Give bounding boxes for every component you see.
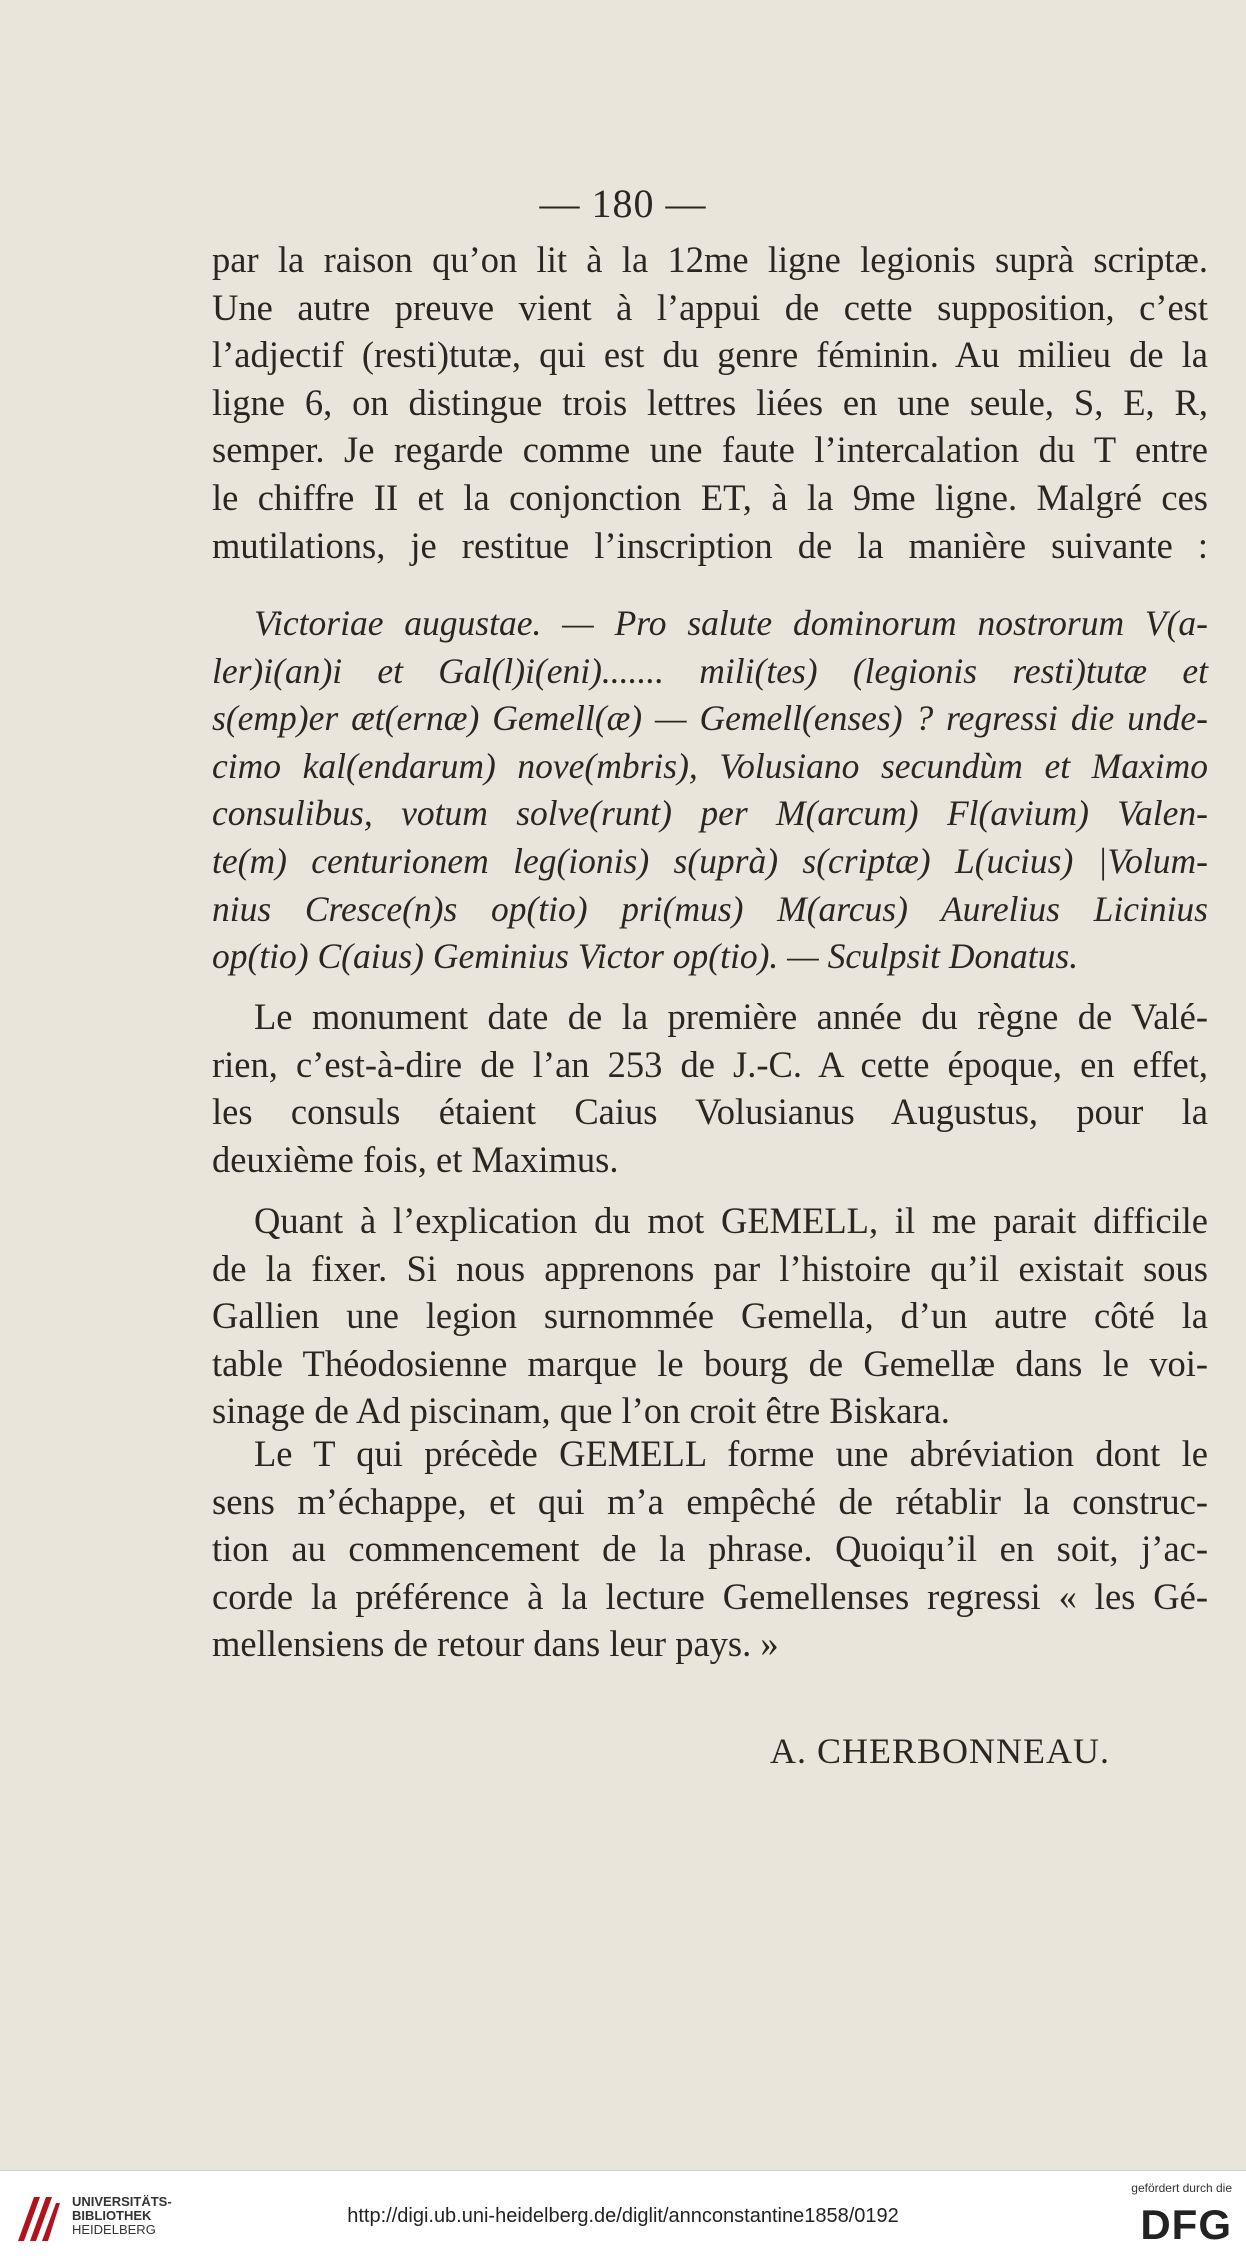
inscription-line: te(m) centurionem leg(ionis) s(uprà) s(criptæ) L(ucius) |Volum- — [212, 840, 1208, 881]
text-line: par la raison qu’on lit à la 12me ligne legionis suprà scriptæ. — [212, 239, 1208, 280]
paragraph-abbreviation — [212, 1430, 1208, 1668]
author-signature: A. CHERBONNEAU. — [770, 1731, 1111, 1771]
text-line: Quant à l’explication du mot GEMELL, il me parait difficile — [254, 1200, 1208, 1241]
viewer-footer — [0, 2170, 1246, 2263]
text-line: rien, c’est-à-dire de l’an 253 de J.-C. A cette époque, en effet, — [212, 1043, 1208, 1085]
page-number: — 180 — — [539, 181, 707, 226]
inscription-line: op(tio) C(aius) Geminius Victor op(tio). — Sculpsit Donatus. — [212, 936, 1079, 977]
text-line: ligne 6, on distingue trois lettres liées en une seule, S, E, R, — [212, 381, 1208, 423]
library-name-line: HEIDELBERG — [72, 2222, 156, 2237]
text-line: table Théodosienne marque le bourg de Gemellæ dans le voi- — [212, 1342, 1208, 1384]
dfg-logo: DFG — [1140, 2201, 1232, 2248]
text-line: le chiffre II et la conjonction ET, à la 9me ligne. Malgré ces — [212, 476, 1208, 518]
paragraph-date — [212, 993, 1208, 1183]
inscription-line: ler)i(an)i et Gal(l)i(eni)....... mili(tes) (legionis resti)tutæ et — [212, 650, 1208, 691]
text-line: semper. Je regarde comme une faute l’intercalation du T entre — [212, 429, 1208, 471]
paragraph-intro — [212, 236, 1208, 569]
text-line: deuxième fois, et Maximus. — [212, 1138, 619, 1180]
text-line: tion au commencement de la phrase. Quoiqu’il en soit, j’ac- — [212, 1528, 1208, 1570]
inscription-line: nius Cresce(n)s op(tio) pri(mus) M(arcus) Aurelius Licinius — [212, 888, 1208, 929]
inscription-line: Victoriae augustae. — Pro salute dominorum nostrorum V(a- — [254, 603, 1208, 643]
text-line: Gallien une legion surnommée Gemella, d’un autre côté la — [212, 1295, 1208, 1337]
permalink-url[interactable]: http://digi.ub.uni-heidelberg.de/diglit/annconstantine1858/0192 — [347, 2205, 899, 2227]
text-line: mellensiens de retour dans leur pays. » — [212, 1623, 779, 1665]
text-line: sinage de Ad piscinam, que l’on croit être Biskara. — [212, 1390, 950, 1432]
text-line: Le T qui précède GEMELL forme une abréviation dont le — [254, 1433, 1208, 1474]
funder-label: gefördert durch die — [1131, 2181, 1232, 2195]
paragraph-gemell — [212, 1197, 1208, 1435]
library-name-line: BIBLIOTHEK — [72, 2208, 152, 2223]
text-line: Le monument date de la première année du règne de Valé- — [254, 996, 1208, 1037]
text-line: corde la préférence à la lecture Gemellenses regressi « les Gé- — [212, 1575, 1208, 1617]
inscription-line: s(emp)er æt(ernæ) Gemell(æ) — Gemell(enses) ? regressi die unde- — [212, 698, 1208, 739]
inscription-restitution — [212, 600, 1208, 981]
text-line: sens m’échappe, et qui m’a empêché de rétablir la construc- — [212, 1480, 1208, 1522]
inscription-line: consulibus, votum solve(runt) per M(arcum) Fl(avium) Valen- — [212, 793, 1208, 834]
text-line: l’adjectif (resti)tutæ, qui est du genre féminin. Au milieu de la — [212, 334, 1208, 376]
text-line: les consuls étaient Caius Volusianus Augustus, pour la — [212, 1091, 1208, 1133]
text-line: mutilations, je restitue l’inscription de la manière suivante : — [212, 524, 1208, 566]
text-line: de la fixer. Si nous apprenons par l’histoire qu’il existait sous — [212, 1247, 1208, 1289]
inscription-line: cimo kal(endarum) nove(mbris), Volusiano secundùm et Maximo — [212, 745, 1208, 786]
library-name-line: UNIVERSITÄTS- — [72, 2194, 172, 2209]
text-line: Une autre preuve vient à l’appui de cette supposition, c’est — [212, 286, 1208, 328]
